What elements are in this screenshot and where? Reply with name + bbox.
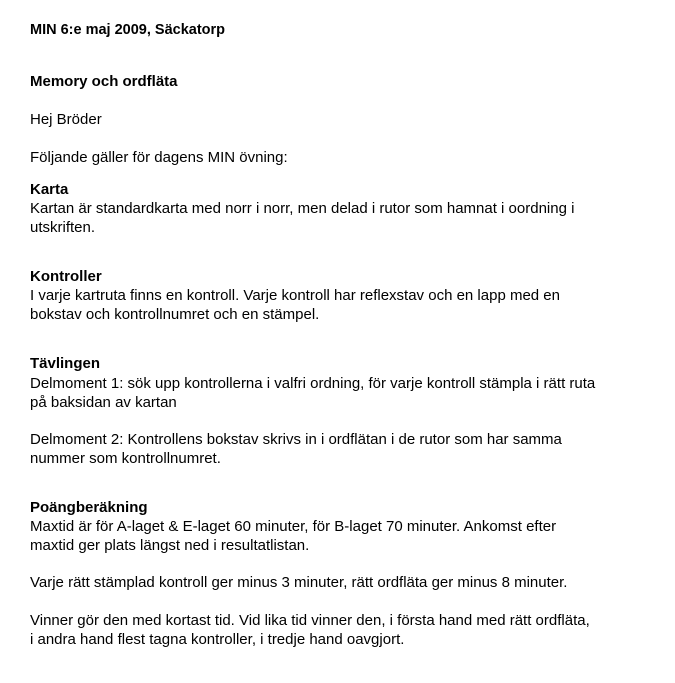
section-line: Maxtid är för A-laget & E-laget 60 minuter, för B-laget 70 minuter. Ankomst efter <box>30 518 557 535</box>
greeting-text: Hej Bröder <box>30 111 102 128</box>
section-line: i andra hand flest tagna kontroller, i tredje hand oavgjort. <box>30 631 405 648</box>
section-line: Varje rätt stämplad kontroll ger minus 3 minuter, rätt ordfläta ger minus 8 minuter. <box>30 574 568 591</box>
section-line: bokstav och kontrollnumret och en stämpel. <box>30 306 320 323</box>
section-line: nummer som kontrollnumret. <box>30 450 221 467</box>
intro-text: Följande gäller för dagens MIN övning: <box>30 149 288 166</box>
section-heading-kontroller: Kontroller <box>30 268 102 285</box>
section-heading-poangberakning: Poängberäkning <box>30 499 148 516</box>
section-line: utskriften. <box>30 219 96 236</box>
document-title: MIN 6:e maj 2009, Säckatorp <box>30 22 226 38</box>
document-subtitle: Memory och ordfläta <box>30 73 178 90</box>
section-line: maxtid ger plats längst ned i resultatlistan. <box>30 537 310 554</box>
section-heading-karta: Karta <box>30 181 69 198</box>
section-heading-tavlingen: Tävlingen <box>30 355 101 372</box>
section-line: Vinner gör den med kortast tid. Vid lika tid vinner den, i första hand med rätt ordfläta, <box>30 612 590 629</box>
section-line: I varje kartruta finns en kontroll. Varje kontroll har reflexstav och en lapp med en <box>30 287 560 304</box>
section-line: Delmoment 2: Kontrollens bokstav skrivs in i ordflätan i de rutor som har samma <box>30 431 562 448</box>
section-line: Kartan är standardkarta med norr i norr, men delad i rutor som hamnat i oordning i <box>30 200 575 217</box>
section-line: Delmoment 1: sök upp kontrollerna i valfri ordning, för varje kontroll stämpla i rätt ruta <box>30 375 596 392</box>
section-line: på baksidan av kartan <box>30 394 177 411</box>
